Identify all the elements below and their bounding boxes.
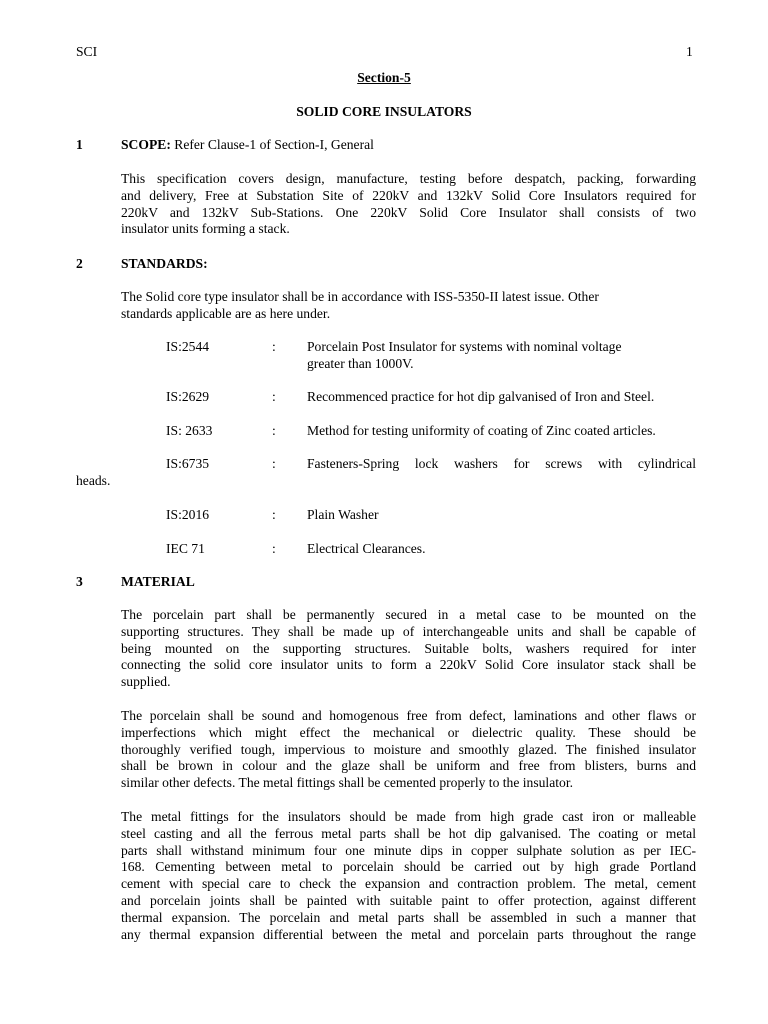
standards-number: 2 (76, 256, 83, 271)
standard-description (307, 339, 622, 373)
scope-reference: Refer Clause-1 of Section-I, General (170, 137, 374, 152)
scope-number: 1 (76, 137, 83, 152)
scope-paragraph (121, 171, 696, 238)
header-left-label: SCI (76, 44, 98, 59)
paragraph-line: shall be brown in colour and the glaze shall be uniform and free from blisters, burns and (121, 758, 696, 774)
paragraph-line: supporting structures. They shall be made up of interchangeable units and shall be capable of (121, 623, 696, 639)
standards-intro (121, 289, 696, 323)
paragraph-line: The Solid core type insulator shall be in accordance with ISS-5350-II latest issue. Other (121, 289, 599, 304)
standard-code: IS: 2633 (166, 423, 213, 438)
standards-heading: STANDARDS: (121, 256, 208, 271)
paragraph-line: steel casting and all the ferrous metal parts shall be hot dip galvanised. The coating or metal (121, 825, 696, 841)
paragraph-line: The porcelain part shall be permanently secured in a metal case to be mounted on the (121, 607, 696, 622)
section-title: Section-5 (357, 70, 411, 85)
material-paragraph-2 (121, 708, 696, 792)
paragraph-line: similar other defects. The metal fittings shall be cemented properly to the insulator. (121, 775, 573, 791)
paragraph-line: The porcelain shall be sound and homogenous free from defect, laminations and other flaws or (121, 708, 696, 723)
standard-description: Electrical Clearances. (307, 541, 426, 556)
material-number: 3 (76, 574, 83, 589)
paragraph-line: This specification covers design, manufacture, testing before despatch, packing, forwarding (121, 171, 696, 186)
scope-heading (121, 137, 374, 154)
paragraph-line: 220kV and 132kV Sub-Stations. One 220kV Solid Core Insulator shall consists of two (121, 204, 696, 220)
standard-description: Method for testing uniformity of coating of Zinc coated articles. (307, 423, 656, 438)
material-paragraph-1 (121, 607, 696, 691)
paragraph-line: thoroughly verified tough, impervious to moisture and smoothly glazed. The finished insulator (121, 741, 696, 757)
page-number: 1 (686, 44, 693, 59)
standard-description-overflow: heads. (76, 473, 111, 488)
standard-colon: : (272, 541, 276, 556)
paragraph-line: connecting the solid core insulator units to form a 220kV Solid Core insulator stack shall be (121, 657, 696, 673)
paragraph-line: supplied. (121, 674, 171, 690)
document-title: SOLID CORE INSULATORS (296, 104, 472, 119)
standard-code: IS:6735 (166, 456, 210, 471)
paragraph-line: imperfections which might effect the mechanical or dielectric quality. These should be (121, 724, 696, 740)
standard-colon: : (272, 423, 276, 438)
standard-code: IS:2016 (166, 507, 210, 522)
paragraph-line: and porcelain joints shall be painted with suitable paint to offer protection, against different (121, 892, 696, 908)
paragraph-line: parts shall withstand minimum four one minute dips in copper sulphate solution as per IEC- (121, 842, 696, 858)
standard-code: IS:2544 (166, 339, 210, 354)
paragraph-line: and delivery, Free at Substation Site of 220kV and 132kV Solid Core Insulators required for (121, 187, 696, 203)
paragraph-line: any thermal expansion differential between the metal and porcelain parts throughout the range (121, 926, 696, 942)
paragraph-line: standards applicable are as here under. (121, 305, 331, 321)
standard-colon: : (272, 456, 276, 471)
scope-label: SCOPE: (121, 137, 171, 152)
description-line: Porcelain Post Insulator for systems with nominal voltage (307, 339, 622, 354)
material-paragraph-3 (121, 809, 696, 943)
standard-colon: : (272, 507, 276, 522)
material-heading: MATERIAL (121, 574, 195, 589)
standard-description: Fasteners-Spring lock washers for screws with cylindrical (307, 456, 696, 471)
paragraph-line: The metal fittings for the insulators should be made from high grade cast iron or malleable (121, 809, 696, 824)
standard-description: Plain Washer (307, 507, 379, 522)
paragraph-line: 168. Cementing between metal to porcelain should be carried out by high grade Portland (121, 859, 696, 875)
paragraph-line: cement with special care to check the expansion and contraction problem. The metal, cement (121, 876, 696, 892)
standard-code: IEC 71 (166, 541, 205, 556)
standard-code: IS:2629 (166, 389, 210, 404)
description-line: greater than 1000V. (307, 355, 414, 371)
paragraph-line: thermal expansion. The porcelain and metal parts shall be assembled in such a manner that (121, 909, 696, 925)
paragraph-line: insulator units forming a stack. (121, 221, 290, 237)
standard-description: Recommenced practice for hot dip galvanised of Iron and Steel. (307, 389, 655, 404)
standard-colon: : (272, 389, 276, 404)
standard-colon: : (272, 339, 276, 354)
paragraph-line: being mounted on the supporting structures. Suitable bolts, washers required for inter (121, 640, 696, 656)
